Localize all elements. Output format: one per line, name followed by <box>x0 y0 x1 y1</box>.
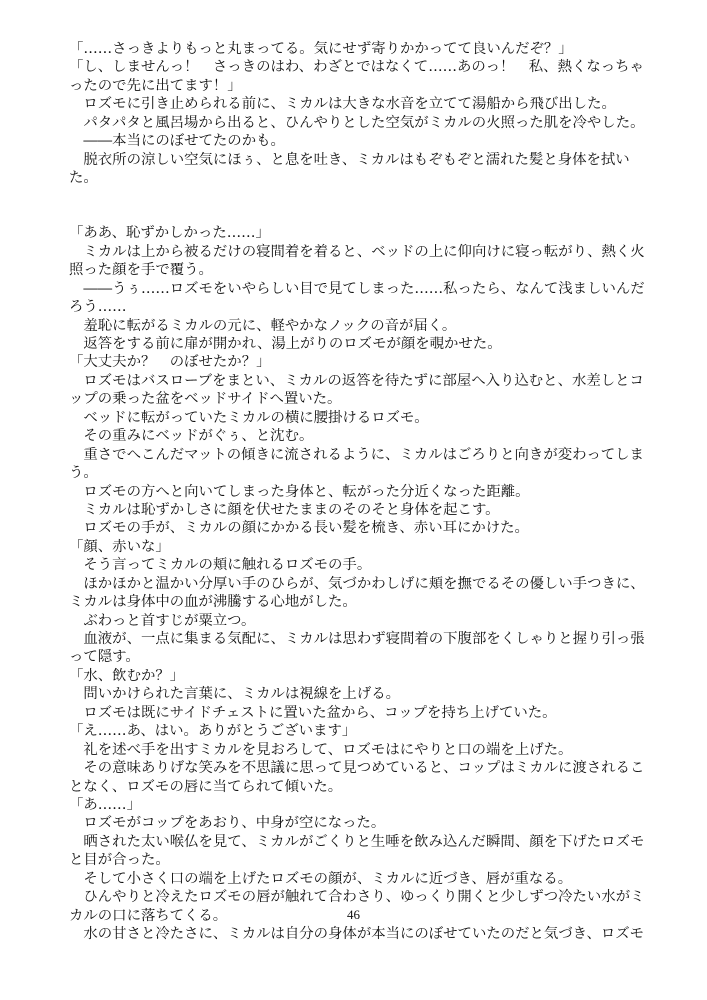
text-line: 「顔、赤いな」 <box>69 538 170 555</box>
text-line: ほかほかと温かい分厚い手のひらが、気づかわしげに頬を撫でるその優しい手つきに、 <box>69 575 645 592</box>
text-line: ろう…… <box>69 299 127 316</box>
text-line: 羞恥に転がるミカルの元に、軽やかなノックの音が届く。 <box>69 317 457 334</box>
text-line: ロズモは既にサイドチェストに置いた盆から、コップを持ち上げていた。 <box>69 704 557 721</box>
blank-line <box>69 206 649 224</box>
text-line: ったので先に出てます！」 <box>69 77 242 94</box>
text-line: た。 <box>69 170 98 187</box>
text-line: 「え……あ、はい。ありがとうございます」 <box>69 723 357 740</box>
text-line: 「水、飲むか？」 <box>69 667 185 684</box>
text-line: ミカルは上から被るだけの寝間着を着ると、ベッドの上に仰向けに寝っ転がり、熱く火 <box>69 243 645 260</box>
blank-line <box>69 188 649 206</box>
text-line: 重さでへこんだマットの傾きに流されるように、ミカルはごろりと向きが変わってしま <box>69 446 644 463</box>
text-line: 返答をする前に扉が開かれ、湯上がりのロズモが顔を覗かせた。 <box>69 336 502 352</box>
text-line: 礼を述べ手を出すミカルを見おろして、ロズモはにやりと口の端を上げた。 <box>69 741 573 758</box>
text-line: 脱衣所の涼しい空気にほぅ、と息を吐き、ミカルはもぞもぞと濡れた髪と身体を拭い <box>69 151 630 168</box>
text-line: ロズモに引き止められる前に、ミカルは大きな水音を立てて湯船から飛び出した。 <box>69 96 616 113</box>
text-line: 晒された太い喉仏を見て、ミカルがごくりと生唾を飲み込んだ瞬間、顔を下げたロズモ <box>69 833 645 850</box>
text-line: ロズモはバスローブをまとい、ミカルの返答を待たずに部屋へ入り込むと、水差しとコ <box>69 372 644 389</box>
text-line: ――うぅ……ロズモをいやらしい目で見てしまった……私ったら、なんて浅ましいんだ <box>69 280 645 297</box>
text-line: その意味ありげな笑みを不思議に思って見つめていると、コップはミカルに渡されるこ <box>69 760 645 777</box>
text-line: 「あ……」 <box>69 796 141 813</box>
text-line: 「大丈夫か？ のぼせたか？」 <box>69 354 271 371</box>
text-line: ミカルは恥ずかしさに顔を伏せたままのそのそと身体を起こす。 <box>69 501 500 518</box>
page-number: 46 <box>347 907 360 922</box>
text-line: ――本当にのぼせてたのかも。 <box>69 133 285 150</box>
text-line: と目が合った。 <box>69 852 170 869</box>
body-text <box>69 40 649 943</box>
text-line: 「……さっきよりもっと丸まってる。気にせず寄りかかってて良いんだぞ？」 <box>69 41 573 57</box>
text-line: 血液が、一点に集まる気配に、ミカルは思わず寝間着の下腹部をくしゃりと握り引っ張 <box>69 631 645 647</box>
text-line: ミカルは身体中の血が沸騰する心地がした。 <box>69 594 357 611</box>
text-line: 問いかけられた言葉に、ミカルは視線を上げる。 <box>69 686 400 703</box>
text-line: ひんやりと冷えたロズモの唇が触れて合わさり、ゆっくり開くと少しずつ冷たい水がミ <box>69 889 645 906</box>
text-line: パタパタと風呂場から出ると、ひんやりとした空気がミカルの火照った肌を冷やした。 <box>69 114 645 131</box>
text-line: となく、ロズモの唇に当てられて傾いた。 <box>69 778 343 795</box>
text-line: そして小さく口の端を上げたロズモの顔が、ミカルに近づき、唇が重なる。 <box>69 870 573 887</box>
text-line: ロズモの方へと向いてしまった身体と、転がった分近くなった距離。 <box>69 483 530 500</box>
text-line: その重みにベッドがぐぅ、と沈む。 <box>69 428 314 445</box>
text-line: そう言ってミカルの頬に触れるロズモの手。 <box>69 557 372 574</box>
text-line: 「ああ、恥ずかしかった……」 <box>69 225 270 242</box>
text-line: う。 <box>69 465 98 482</box>
text-line: 「し、しませんっ！ さっきのはわ、わざとではなくて……あのっ！ 私、熱くなっちゃ <box>69 59 644 76</box>
text-line: って隠す。 <box>69 649 140 666</box>
text-line: ぶわっと首すじが粟立つ。 <box>69 612 256 629</box>
text-line: ップの乗った盆をベッドサイドへ置いた。 <box>69 391 342 408</box>
text-line: 照った顔を手で覆う。 <box>69 262 213 279</box>
text-line: ロズモがコップをあおり、中身が空になった。 <box>69 815 386 832</box>
text-line: ベッドに転がっていたミカルの横に腰掛けるロズモ。 <box>69 409 429 426</box>
text-line: ロズモの手が、ミカルの顔にかかる長い髪を梳き、赤い耳にかけた。 <box>69 520 529 537</box>
text-line: 水の甘さと冷たさに、ミカルは自分の身体が本当にのぼせていたのだと気づき、ロズモ <box>69 926 645 942</box>
text-line: カルの口に落ちてくる。 <box>69 907 228 924</box>
